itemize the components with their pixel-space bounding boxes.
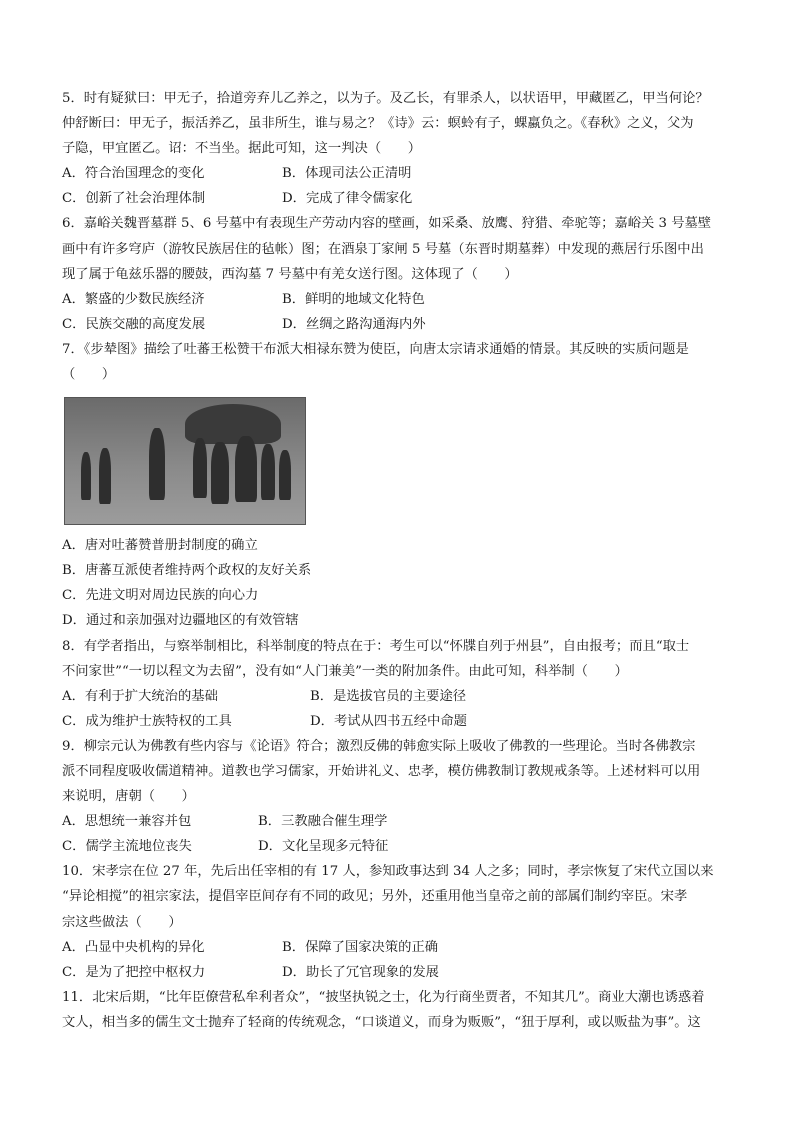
stem-line: 7．《步辇图》描绘了吐蕃王松赞干布派大相禄东赞为使臣，向唐太宗请求通婚的情景。其反映的实质问题是 — [62, 341, 689, 357]
stem-line: 仲舒断曰：甲无子，振活养乙，虽非所生，谁与易之？《诗》云：螟蛉有子，蜾蠃负之。《春秋》之义，父为 — [62, 116, 694, 132]
question-8 — [62, 634, 734, 734]
stem-line: 文人，相当多的儒生文士抛弃了轻商的传统观念，“口谈道义，而身为贩贩”，“狃于厚利，或以贩盐为事”。这 — [62, 1014, 701, 1030]
stem-line: 不问家世”“一切以程文为去留”，没有如“人门兼美”一类的附加条件。由此可知，科举制（ ） — [62, 663, 628, 679]
option-a: A．繁盛的少数民族经济 — [62, 291, 205, 307]
option-d: D．完成了律令儒家化 — [282, 191, 413, 207]
stem-line: 8．有学者指出，与察举制相比，科举制度的特点在于：考生可以“怀牒自列于州县”，自由报考；而且“取士 — [62, 638, 690, 654]
option-c: C．民族交融的高度发展 — [62, 316, 206, 332]
option-a: A．唐对吐蕃赞普册封制度的确立 — [62, 538, 258, 554]
stem-line: 来说明，唐朝（ ） — [62, 789, 195, 805]
option-a: A．有利于扩大统治的基础 — [62, 688, 218, 704]
option-b: B．三教融合催生理学 — [258, 814, 388, 830]
stem-line: “异论相搅”的祖宗家法，提倡宰臣间存有不同的政见；另外，还重用他当皇帝之前的部属们制约宰臣。宋孝 — [62, 889, 688, 905]
option-b: B．是选拔官员的主要途径 — [310, 688, 467, 704]
option-d: D．通过和亲加强对边疆地区的有效管辖 — [62, 613, 299, 629]
option-a: A．思想统一兼容并包 — [62, 814, 192, 830]
option-c: C．成为维护士族特权的工具 — [62, 713, 232, 729]
option-row — [62, 287, 734, 312]
option-row — [62, 186, 734, 211]
stem-line: 6．嘉峪关魏晋墓群 5、6 号墓中有表现生产劳动内容的壁画，如采桑、放鹰、狩猎、牵驼等；嘉峪关 3 号墓壁 — [62, 216, 712, 232]
option-row — [62, 161, 734, 186]
stem-line: （ ） — [62, 367, 116, 383]
option-a: A．凸显中央机构的异化 — [62, 939, 205, 955]
option-d: D．丝绸之路沟通海内外 — [282, 316, 426, 332]
question-stem — [62, 985, 734, 1035]
question-11 — [62, 985, 734, 1035]
question-stem — [62, 211, 734, 286]
option-row — [62, 312, 734, 337]
option-c: C．是为了把控中枢权力 — [62, 964, 206, 980]
option-c: C．儒学主流地位丧失 — [62, 839, 192, 855]
option-c: C．先进文明对周边民族的向心力 — [62, 588, 259, 604]
stem-line: 5．时有疑狱曰：甲无子，拾道旁弃儿乙养之，以为子。及乙长，有罪杀人，以状语甲，甲藏匿乙，甲当何论？ — [62, 91, 709, 106]
option-d: D．文化呈现多元特征 — [258, 839, 389, 855]
question-9 — [62, 734, 734, 859]
option-d: D．考试从四书五经中命题 — [310, 713, 467, 729]
question-stem — [62, 337, 734, 387]
option-row — [62, 935, 734, 960]
stem-line: 10．宋孝宗在位 27 年，先后出任宰相的有 17 人，参知政事达到 34 人之多；同时，孝宗恢复了宋代立国以来 — [62, 864, 714, 880]
stem-line: 派不同程度吸收儒道精神。道教也学习儒家，开始讲礼义、忠孝，模仿佛教制订教规戒条等。上述材料可以用 — [62, 763, 701, 779]
stem-line: 现了属于龟兹乐器的腰鼓，西沟墓 7 号墓中有羌女送行图。这体现了（ ） — [62, 266, 518, 282]
option-a: A．符合治国理念的变化 — [62, 166, 205, 182]
exam-page — [62, 86, 734, 1035]
stem-line: 宗这些做法（ ） — [62, 914, 182, 930]
bunian-tu-painting-image — [64, 397, 306, 525]
option-row — [62, 709, 734, 734]
option-c: C．创新了社会治理体制 — [62, 191, 206, 207]
option-b: B．唐蕃互派使者维持两个政权的友好关系 — [62, 563, 312, 579]
option-d: D．助长了冗官现象的发展 — [282, 964, 439, 980]
option-row — [62, 809, 734, 834]
question-6 — [62, 211, 734, 336]
option-row — [62, 960, 734, 985]
option-b: B．体现司法公正清明 — [282, 166, 412, 182]
question-stem — [62, 734, 734, 809]
question-5 — [62, 86, 734, 211]
question-7 — [62, 337, 734, 634]
option-row — [62, 684, 734, 709]
stem-line: 9．柳宗元认为佛教有些内容与《论语》符合；激烈反佛的韩愈实际上吸收了佛教的一些理论。当时各佛教宗 — [62, 738, 696, 754]
stem-line: 子隐，甲宜匿乙。诏：不当坐。据此可知，这一判决（ ） — [62, 141, 422, 157]
stem-line: 画中有许多穹庐（游牧民族居住的毡帐）图；在酒泉丁家闸 5 号墓（东晋时期墓葬）中发现的燕居行乐图中出 — [62, 241, 704, 257]
question-stem — [62, 86, 734, 161]
stem-line: 11．北宋后期，“比年臣僚营私牟利者众”，“披坚执锐之士，化为行商坐贾者，不知其几”。商业大潮也诱惑着 — [62, 989, 705, 1005]
option-b: B．保障了国家决策的正确 — [282, 939, 439, 955]
option-b: B．鲜明的地域文化特色 — [282, 291, 425, 307]
option-row — [62, 834, 734, 859]
question-stem — [62, 634, 734, 684]
question-stem — [62, 859, 734, 934]
question-10 — [62, 859, 734, 984]
